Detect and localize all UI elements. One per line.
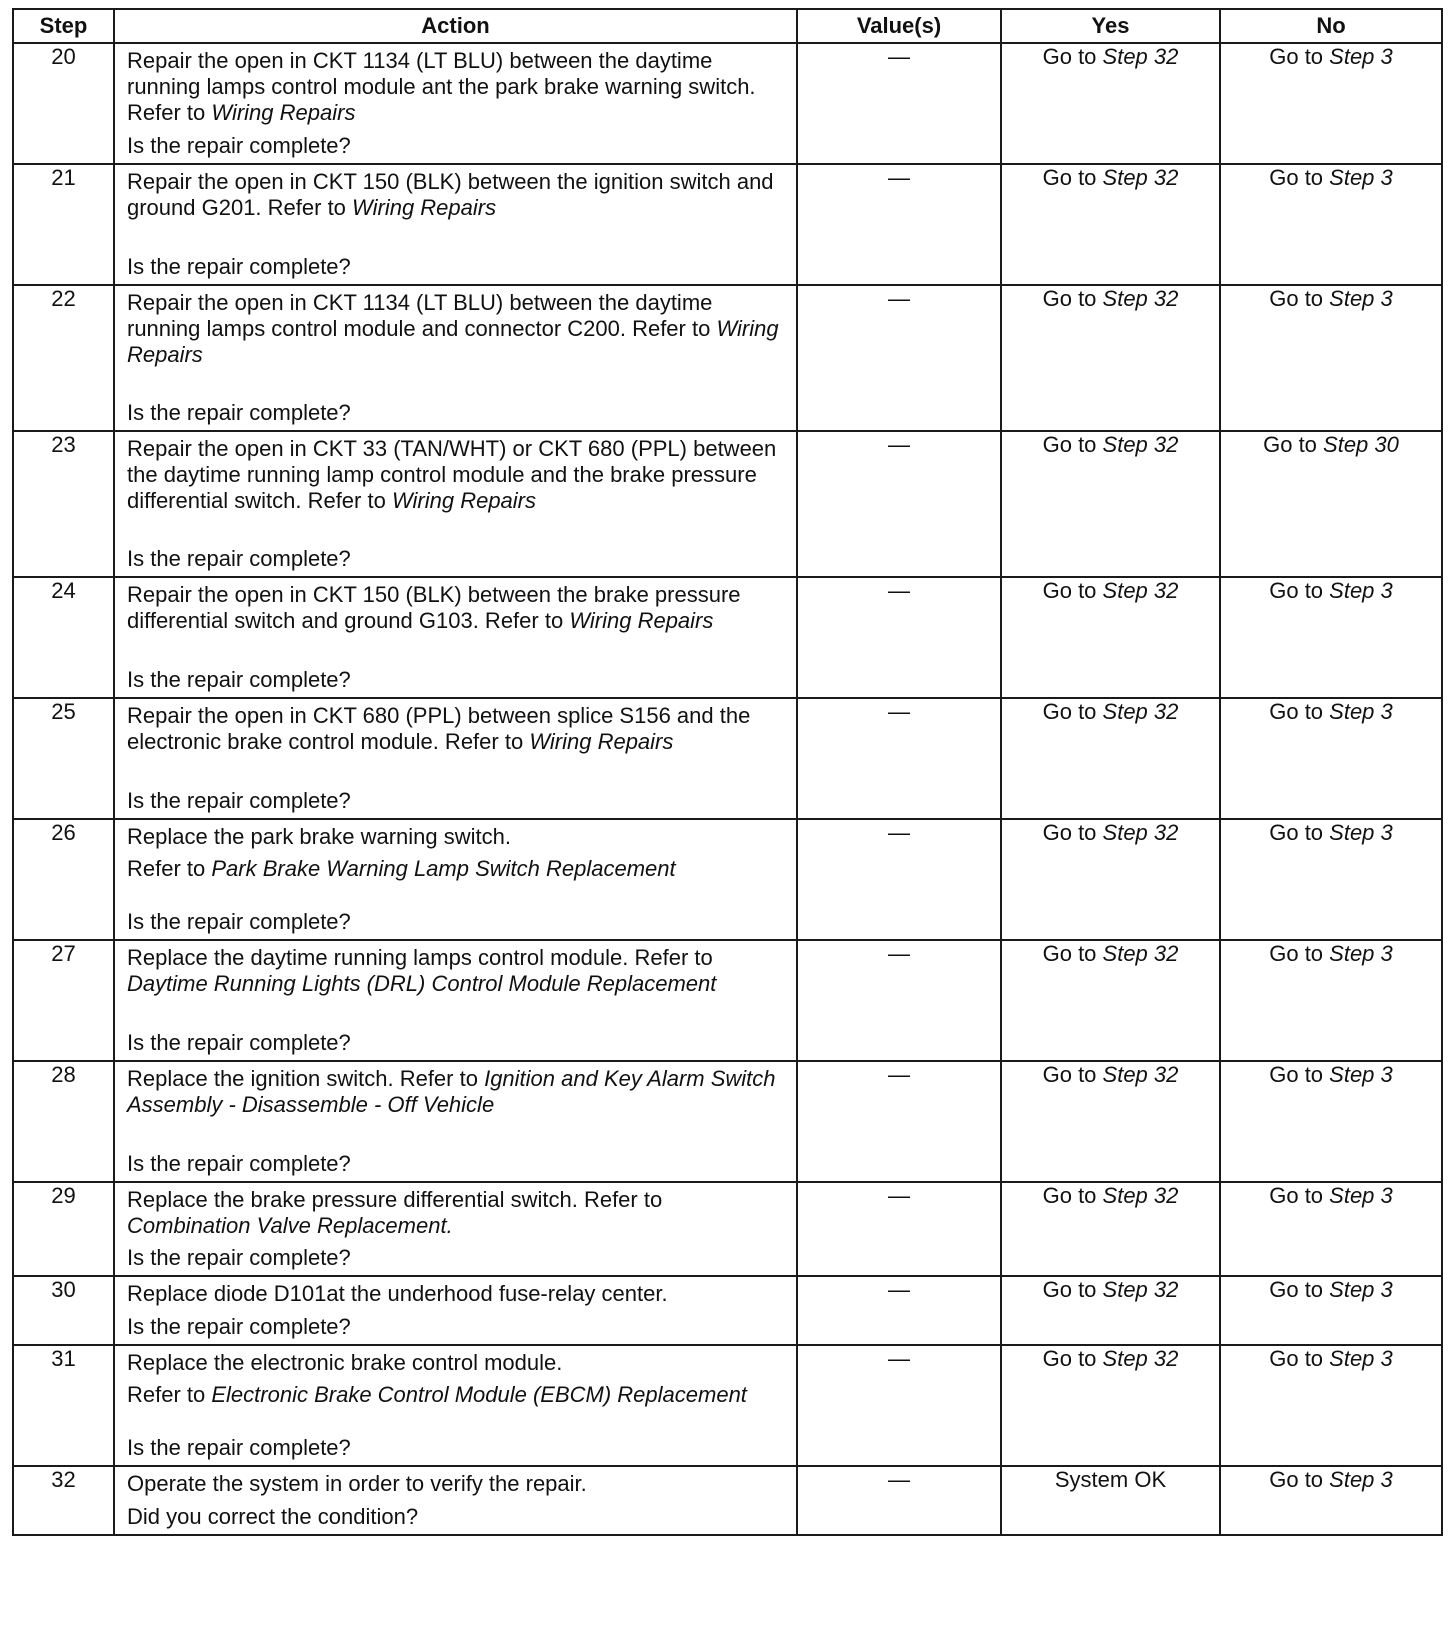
action-instruction: Refer to xyxy=(127,856,212,881)
no-result xyxy=(1220,1466,1442,1535)
yes-result-text: Go to xyxy=(1042,1277,1103,1302)
yes-step-reference: Step 32 xyxy=(1102,1277,1179,1302)
procedure-reference: Electronic Brake Control Module (EBCM) Replacement xyxy=(211,1382,747,1407)
no-result-text: Go to xyxy=(1269,1346,1330,1371)
no-step-reference: Step 3 xyxy=(1329,165,1393,190)
yes-result xyxy=(1001,43,1220,164)
yes-result xyxy=(1001,577,1220,698)
yes-result-text: Go to xyxy=(1042,699,1103,724)
no-result xyxy=(1220,43,1442,164)
yes-result-text: Go to xyxy=(1042,165,1103,190)
action-content xyxy=(115,1277,796,1344)
yes-step-reference: Step 32 xyxy=(1102,1346,1179,1371)
value-dash: — xyxy=(888,165,910,190)
yes-result-text: Go to xyxy=(1042,941,1103,966)
table-row xyxy=(13,698,1442,819)
action-instruction: Replace the brake pressure differential switch. Refer to xyxy=(127,1187,663,1212)
no-result-text: Go to xyxy=(1269,286,1330,311)
action-text xyxy=(127,1187,788,1239)
no-result xyxy=(1220,940,1442,1061)
table-row xyxy=(13,431,1442,577)
action-question: Is the repair complete? xyxy=(127,1151,351,1176)
no-step-reference: Step 3 xyxy=(1329,1346,1393,1371)
value-dash: — xyxy=(888,1467,910,1492)
step-number: 23 xyxy=(13,431,114,577)
action-text xyxy=(127,1471,788,1497)
no-step-reference: Step 3 xyxy=(1329,1277,1393,1302)
value-cell xyxy=(797,698,1001,819)
no-step-reference: Step 3 xyxy=(1329,1062,1393,1087)
yes-result xyxy=(1001,1276,1220,1345)
procedure-reference: Park Brake Warning Lamp Switch Replacement xyxy=(211,856,676,881)
no-result xyxy=(1220,577,1442,698)
procedure-reference: Combination Valve Replacement. xyxy=(127,1213,453,1238)
action-instruction: Refer to xyxy=(127,1382,212,1407)
step-number: 31 xyxy=(13,1345,114,1466)
no-result xyxy=(1220,431,1442,577)
action-content xyxy=(115,286,796,430)
action-instruction: Replace the ignition switch. Refer to xyxy=(127,1066,485,1091)
no-result xyxy=(1220,1061,1442,1182)
procedure-reference: Daytime Running Lights (DRL) Control Module Replacement xyxy=(127,971,717,996)
procedure-reference: Wiring Repairs xyxy=(529,729,674,754)
action-cell xyxy=(114,431,797,577)
step-number: 26 xyxy=(13,819,114,940)
action-cell xyxy=(114,940,797,1061)
action-instruction: Repair the open in CKT 1134 (LT BLU) between the daytime running lamps control module ant the park brake warning switch. Refer to xyxy=(127,48,756,125)
action-text xyxy=(127,856,788,882)
table-row xyxy=(13,940,1442,1061)
value-dash: — xyxy=(888,820,910,845)
yes-result xyxy=(1001,431,1220,577)
yes-result-text: System OK xyxy=(1054,1467,1167,1492)
no-result-text: Go to xyxy=(1269,1467,1330,1492)
action-question: Is the repair complete? xyxy=(127,133,351,158)
action-instructions xyxy=(127,1066,788,1118)
action-cell xyxy=(114,1061,797,1182)
diagnostic-steps-table xyxy=(12,8,1443,1536)
step-number: 24 xyxy=(13,577,114,698)
yes-result xyxy=(1001,940,1220,1061)
yes-result-text: Go to xyxy=(1042,820,1103,845)
no-result-text: Go to xyxy=(1269,44,1330,69)
table-row xyxy=(13,164,1442,285)
action-instruction: Repair the open in CKT 150 (BLK) between the ignition switch and ground G201. Refer to xyxy=(127,169,774,220)
action-content xyxy=(115,578,796,697)
action-text xyxy=(127,1382,788,1408)
header-row xyxy=(13,9,1442,43)
action-text xyxy=(127,824,788,850)
yes-result-text: Go to xyxy=(1042,432,1103,457)
table-row xyxy=(13,1182,1442,1276)
action-instructions xyxy=(127,703,788,755)
header-action: Action xyxy=(114,9,797,43)
action-content xyxy=(115,44,796,163)
value-dash: — xyxy=(888,286,910,311)
no-result xyxy=(1220,819,1442,940)
action-instruction: Replace the park brake warning switch. xyxy=(127,824,511,849)
value-dash: — xyxy=(888,44,910,69)
action-cell xyxy=(114,1345,797,1466)
yes-result-text: Go to xyxy=(1042,578,1103,603)
action-instructions xyxy=(127,1471,788,1497)
action-text xyxy=(127,436,788,514)
value-cell xyxy=(797,1466,1001,1535)
yes-step-reference: Step 32 xyxy=(1102,1183,1179,1208)
no-result-text: Go to xyxy=(1263,432,1324,457)
action-instruction: Repair the open in CKT 33 (TAN/WHT) or CKT 680 (PPL) between the daytime running lamp control module and the brake pressure differential switch. Refer to xyxy=(127,436,777,513)
action-question: Is the repair complete? xyxy=(127,1435,351,1460)
procedure-reference: Wiring Repairs xyxy=(391,488,537,513)
action-instructions xyxy=(127,48,788,126)
action-cell xyxy=(114,285,797,431)
value-cell xyxy=(797,164,1001,285)
no-result-text: Go to xyxy=(1269,1062,1330,1087)
yes-step-reference: Step 32 xyxy=(1102,44,1179,69)
step-number: 32 xyxy=(13,1466,114,1535)
action-text xyxy=(127,582,788,634)
procedure-reference: Ignition and Key Alarm Switch Assembly - Disassemble - Off Vehicle xyxy=(127,1066,776,1117)
action-instruction: Repair the open in CKT 150 (BLK) between the brake pressure differential switch and ground G103. Refer to xyxy=(127,582,741,633)
value-cell xyxy=(797,1276,1001,1345)
value-dash: — xyxy=(888,1346,910,1371)
yes-result xyxy=(1001,285,1220,431)
no-result-text: Go to xyxy=(1269,1183,1330,1208)
action-content xyxy=(115,1062,796,1181)
value-cell xyxy=(797,1345,1001,1466)
header-yes: Yes xyxy=(1001,9,1220,43)
no-step-reference: Step 30 xyxy=(1323,432,1399,457)
action-cell xyxy=(114,1466,797,1535)
value-cell xyxy=(797,819,1001,940)
action-question: Is the repair complete? xyxy=(127,546,351,571)
action-text xyxy=(127,945,788,997)
yes-step-reference: Step 32 xyxy=(1102,941,1179,966)
action-instructions xyxy=(127,1350,788,1408)
header-no: No xyxy=(1220,9,1442,43)
step-number: 27 xyxy=(13,940,114,1061)
action-question: Did you correct the condition? xyxy=(127,1504,419,1529)
action-content xyxy=(115,941,796,1060)
action-instructions xyxy=(127,945,788,997)
yes-result xyxy=(1001,819,1220,940)
yes-result-text: Go to xyxy=(1042,44,1103,69)
action-cell xyxy=(114,819,797,940)
yes-result xyxy=(1001,1182,1220,1276)
action-content xyxy=(115,432,796,576)
yes-step-reference: Step 32 xyxy=(1102,1062,1179,1087)
value-cell xyxy=(797,431,1001,577)
action-instructions xyxy=(127,582,788,634)
action-instructions xyxy=(127,824,788,882)
action-cell xyxy=(114,43,797,164)
table-row xyxy=(13,819,1442,940)
action-question: Is the repair complete? xyxy=(127,909,351,934)
yes-result-text: Go to xyxy=(1042,1346,1103,1371)
no-result-text: Go to xyxy=(1269,820,1330,845)
yes-step-reference: Step 32 xyxy=(1102,820,1179,845)
action-text xyxy=(127,1281,788,1307)
no-step-reference: Step 3 xyxy=(1329,578,1393,603)
step-number: 22 xyxy=(13,285,114,431)
yes-result xyxy=(1001,1345,1220,1466)
yes-result xyxy=(1001,164,1220,285)
action-content xyxy=(115,1467,796,1534)
action-question: Is the repair complete? xyxy=(127,1245,351,1270)
no-result-text: Go to xyxy=(1269,699,1330,724)
value-dash: — xyxy=(888,699,910,724)
value-cell xyxy=(797,940,1001,1061)
procedure-reference: Wiring Repairs xyxy=(211,100,356,125)
no-step-reference: Step 3 xyxy=(1329,820,1393,845)
action-instruction: Replace diode D101at the underhood fuse-relay center. xyxy=(127,1281,668,1306)
value-dash: — xyxy=(888,1062,910,1087)
no-result xyxy=(1220,1345,1442,1466)
action-text xyxy=(127,290,788,368)
yes-result-text: Go to xyxy=(1042,1062,1103,1087)
action-instructions xyxy=(127,169,788,221)
value-cell xyxy=(797,1182,1001,1276)
no-result-text: Go to xyxy=(1269,941,1330,966)
no-step-reference: Step 3 xyxy=(1329,44,1393,69)
no-step-reference: Step 3 xyxy=(1329,286,1393,311)
header-values: Value(s) xyxy=(797,9,1001,43)
table-row xyxy=(13,577,1442,698)
procedure-reference: Wiring Repairs xyxy=(352,195,497,220)
no-result xyxy=(1220,285,1442,431)
no-step-reference: Step 3 xyxy=(1329,699,1393,724)
action-instruction: Repair the open in CKT 680 (PPL) between splice S156 and the electronic brake control module. Refer to xyxy=(127,703,751,754)
action-instructions xyxy=(127,290,788,368)
no-result xyxy=(1220,164,1442,285)
value-cell xyxy=(797,43,1001,164)
yes-step-reference: Step 32 xyxy=(1102,165,1179,190)
step-number: 21 xyxy=(13,164,114,285)
action-cell xyxy=(114,164,797,285)
table-row xyxy=(13,43,1442,164)
yes-result xyxy=(1001,1061,1220,1182)
table-row xyxy=(13,1345,1442,1466)
action-question: Is the repair complete? xyxy=(127,667,351,692)
step-number: 28 xyxy=(13,1061,114,1182)
table-row xyxy=(13,285,1442,431)
action-content xyxy=(115,165,796,284)
no-step-reference: Step 3 xyxy=(1329,941,1393,966)
table-row xyxy=(13,1061,1442,1182)
action-text xyxy=(127,1350,788,1376)
action-cell xyxy=(114,698,797,819)
yes-result xyxy=(1001,698,1220,819)
action-content xyxy=(115,1183,796,1275)
action-cell xyxy=(114,577,797,698)
step-number: 29 xyxy=(13,1182,114,1276)
action-instructions xyxy=(127,436,788,514)
action-instructions xyxy=(127,1187,788,1239)
action-content xyxy=(115,820,796,939)
step-number: 20 xyxy=(13,43,114,164)
action-question: Is the repair complete? xyxy=(127,254,351,279)
action-content xyxy=(115,699,796,818)
procedure-reference: Wiring Repairs xyxy=(569,608,714,633)
action-content xyxy=(115,1346,796,1465)
step-number: 25 xyxy=(13,698,114,819)
value-dash: — xyxy=(888,578,910,603)
no-result xyxy=(1220,1182,1442,1276)
yes-step-reference: Step 32 xyxy=(1102,699,1179,724)
value-dash: — xyxy=(888,941,910,966)
yes-result-text: Go to xyxy=(1042,1183,1103,1208)
action-text xyxy=(127,169,788,221)
action-instruction: Replace the daytime running lamps control module. Refer to xyxy=(127,945,713,970)
value-dash: — xyxy=(888,1277,910,1302)
step-number: 30 xyxy=(13,1276,114,1345)
action-instruction: Replace the electronic brake control module. xyxy=(127,1350,563,1375)
table-body xyxy=(13,43,1442,1535)
no-result-text: Go to xyxy=(1269,1277,1330,1302)
procedure-reference: Wiring Repairs xyxy=(127,316,779,367)
action-question: Is the repair complete? xyxy=(127,788,351,813)
value-dash: — xyxy=(888,432,910,457)
action-text xyxy=(127,703,788,755)
action-instructions xyxy=(127,1281,788,1307)
action-question: Is the repair complete? xyxy=(127,400,351,425)
no-result xyxy=(1220,698,1442,819)
value-dash: — xyxy=(888,1183,910,1208)
yes-result xyxy=(1001,1466,1220,1535)
yes-step-reference: Step 32 xyxy=(1102,286,1179,311)
action-instruction: Repair the open in CKT 1134 (LT BLU) between the daytime running lamps control module and connector C200. Refer to xyxy=(127,290,717,341)
no-step-reference: Step 3 xyxy=(1329,1467,1393,1492)
no-result-text: Go to xyxy=(1269,578,1330,603)
value-cell xyxy=(797,1061,1001,1182)
action-cell xyxy=(114,1276,797,1345)
no-result xyxy=(1220,1276,1442,1345)
table-row xyxy=(13,1276,1442,1345)
action-question: Is the repair complete? xyxy=(127,1030,351,1055)
action-instruction: Operate the system in order to verify the repair. xyxy=(127,1471,587,1496)
yes-result-text: Go to xyxy=(1042,286,1103,311)
table-row xyxy=(13,1466,1442,1535)
action-question: Is the repair complete? xyxy=(127,1314,351,1339)
yes-step-reference: Step 32 xyxy=(1102,578,1179,603)
yes-step-reference: Step 32 xyxy=(1102,432,1179,457)
no-step-reference: Step 3 xyxy=(1329,1183,1393,1208)
header-step: Step xyxy=(13,9,114,43)
value-cell xyxy=(797,577,1001,698)
action-text xyxy=(127,48,788,126)
action-text xyxy=(127,1066,788,1118)
value-cell xyxy=(797,285,1001,431)
action-cell xyxy=(114,1182,797,1276)
no-result-text: Go to xyxy=(1269,165,1330,190)
